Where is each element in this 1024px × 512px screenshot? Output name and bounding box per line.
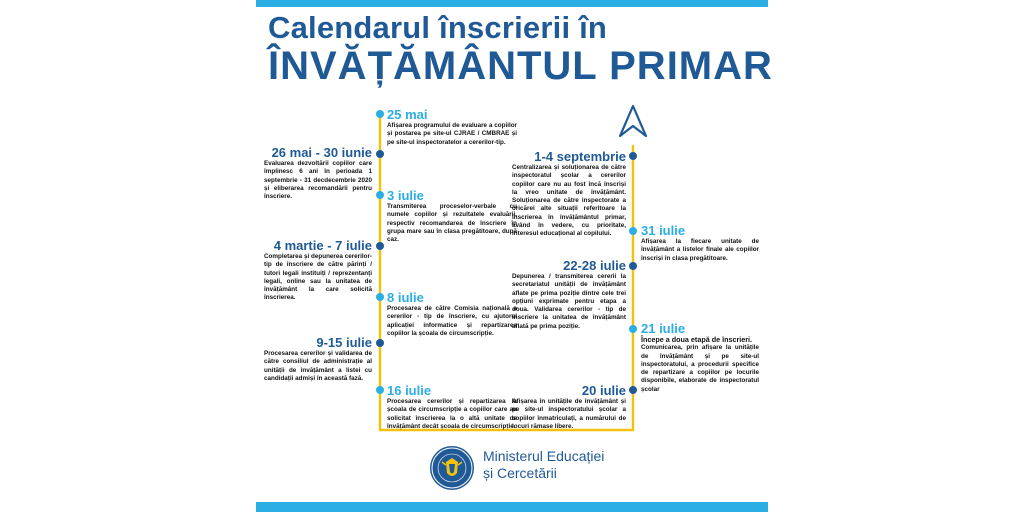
event-date: 21 iulie (641, 321, 686, 336)
event-date: 8 iulie (387, 290, 424, 305)
event-20-iulie (512, 384, 626, 431)
event-16-iulie (387, 384, 517, 431)
event-text: Procesarea cererilor și repartizarea la școala de circumscripție a copiilor care au solicitat înscrierea la o altă unitate de învățământ decât școala de circumscripție. (387, 398, 517, 430)
event-text: Completarea și depunerea cererilor-tip de înscriere de către părinți / tutori legali instituiți / reprezentanți legali, online sau la unitatea de învățământ la care solicită înscrierea. (264, 253, 372, 302)
event-4-martie-7-iulie (264, 239, 372, 303)
arrow-up-icon (620, 106, 646, 136)
event-26-mai-30-iunie (264, 146, 372, 201)
page-title-line2: ÎNVĂȚĂMÂNTUL PRIMAR (268, 44, 773, 88)
dot-22-28-iulie (629, 262, 637, 270)
dot-8-iulie (376, 293, 384, 301)
dot-16-iulie (376, 386, 384, 394)
dot-21-iulie (629, 325, 637, 333)
event-text: Comunicarea, prin afișare la unitățile de învățământ și pe site-ul inspectoratului, a procedurii specifice de repartizare a copiilor pe locurile disponibile, elaborate de inspectoratul școlar (641, 344, 759, 393)
event-text: Procesarea cererilor și validarea de către consiliul de administrație al unității de învățământ a listei cu candidații admiși în această fază. (264, 350, 372, 382)
dot-1-4-septembrie (629, 152, 637, 160)
dot-25-mai (376, 110, 384, 118)
event-date: 20 iulie (581, 383, 626, 398)
event-text: Transmiterea proceselor-verbale cu numele copiilor și rezultatele evaluării, respectiv recomandarea de înscriere în grupa mare sau în clasa pregătitoare, după caz. (387, 203, 517, 244)
event-22-28-iulie (512, 259, 626, 331)
dot-31-iulie (629, 227, 637, 235)
bottom-accent-bar (256, 502, 768, 512)
event-date: 22-28 iulie (563, 258, 626, 273)
event-3-iulie (387, 189, 517, 244)
ministry-name (483, 448, 604, 482)
event-text: Centralizarea și soluționarea de către inspectoratul școlar a cererilor copiilor care nu au fost încă înscriși la vreo unitate de învățământ. Soluționarea de către inspectorate a oricărei alte situații referitoare la înscrierea în învățământul primar, având în vedere, cu prioritate, interesul educațional al copilului. (512, 164, 626, 238)
event-date: 31 iulie (641, 223, 686, 238)
dot-4-martie (376, 242, 384, 250)
event-date: 16 iulie (387, 383, 432, 398)
event-date: 3 iulie (387, 188, 424, 203)
event-date: 26 mai - 30 iunie (271, 145, 372, 160)
event-text: Evaluarea dezvoltării copiilor care împlinesc 6 ani în perioada 1 septembrie - 31 decdecembrie 2020 și eliberarea recomandării pentru înscriere. (264, 160, 372, 201)
page-title-line1: Calendarul înscrierii în (268, 10, 608, 45)
event-text: Depunerea / transmiterea cererii la secretariatul unității de învățământ aflate pe prima poziție dintre cele trei opțiuni exprimate pentru etapa a doua. Validarea cererilor - tip de înscriere la unitatea de învățământ aflată pe prima poziție. (512, 273, 626, 330)
event-8-iulie (387, 291, 517, 338)
dot-9-15-iulie (376, 339, 384, 347)
event-date: 1-4 septembrie (534, 149, 626, 164)
event-head: Începe a doua etapă de înscrieri. (641, 335, 753, 344)
event-9-15-iulie (264, 336, 372, 383)
dot-3-iulie (376, 191, 384, 199)
government-seal-icon (430, 446, 474, 490)
event-31-iulie (641, 224, 759, 263)
dot-20-iulie (629, 386, 637, 394)
event-text: Procesarea de către Comisia națională a cererilor - tip de înscriere, cu ajutorul aplicației informatice și repartizarea copiilor la școala de circumscripție. (387, 305, 517, 337)
event-21-iulie (641, 322, 759, 394)
event-date: 9-15 iulie (316, 335, 372, 350)
ministry-name-line1: Ministerul Educației (483, 448, 605, 464)
dot-26-mai (376, 150, 384, 158)
event-25-mai (387, 108, 517, 147)
coat-of-arms-icon (430, 446, 474, 490)
event-text: Afișarea în unitățile de învățământ și pe site-ul inspectoratului școlar a copiilor înmatriculați, a numărului de locuri rămase libere. (512, 398, 626, 430)
event-1-4-septembrie (512, 150, 626, 239)
event-date: 25 mai (387, 107, 428, 122)
event-date: 4 martie - 7 iulie (273, 238, 372, 253)
event-text: Afișarea la fiecare unitate de învățământ a listelor finale ale copiilor înscriși în clasa pregătitoare. (641, 238, 759, 262)
event-text: Afișarea programului de evaluare a copiilor și postarea pe site-ul CJRAE / CMBRAE și pe site-ul inspectoratelor a cererilor-tip. (387, 122, 517, 146)
ministry-name-line2: și Cercetării (483, 465, 557, 481)
